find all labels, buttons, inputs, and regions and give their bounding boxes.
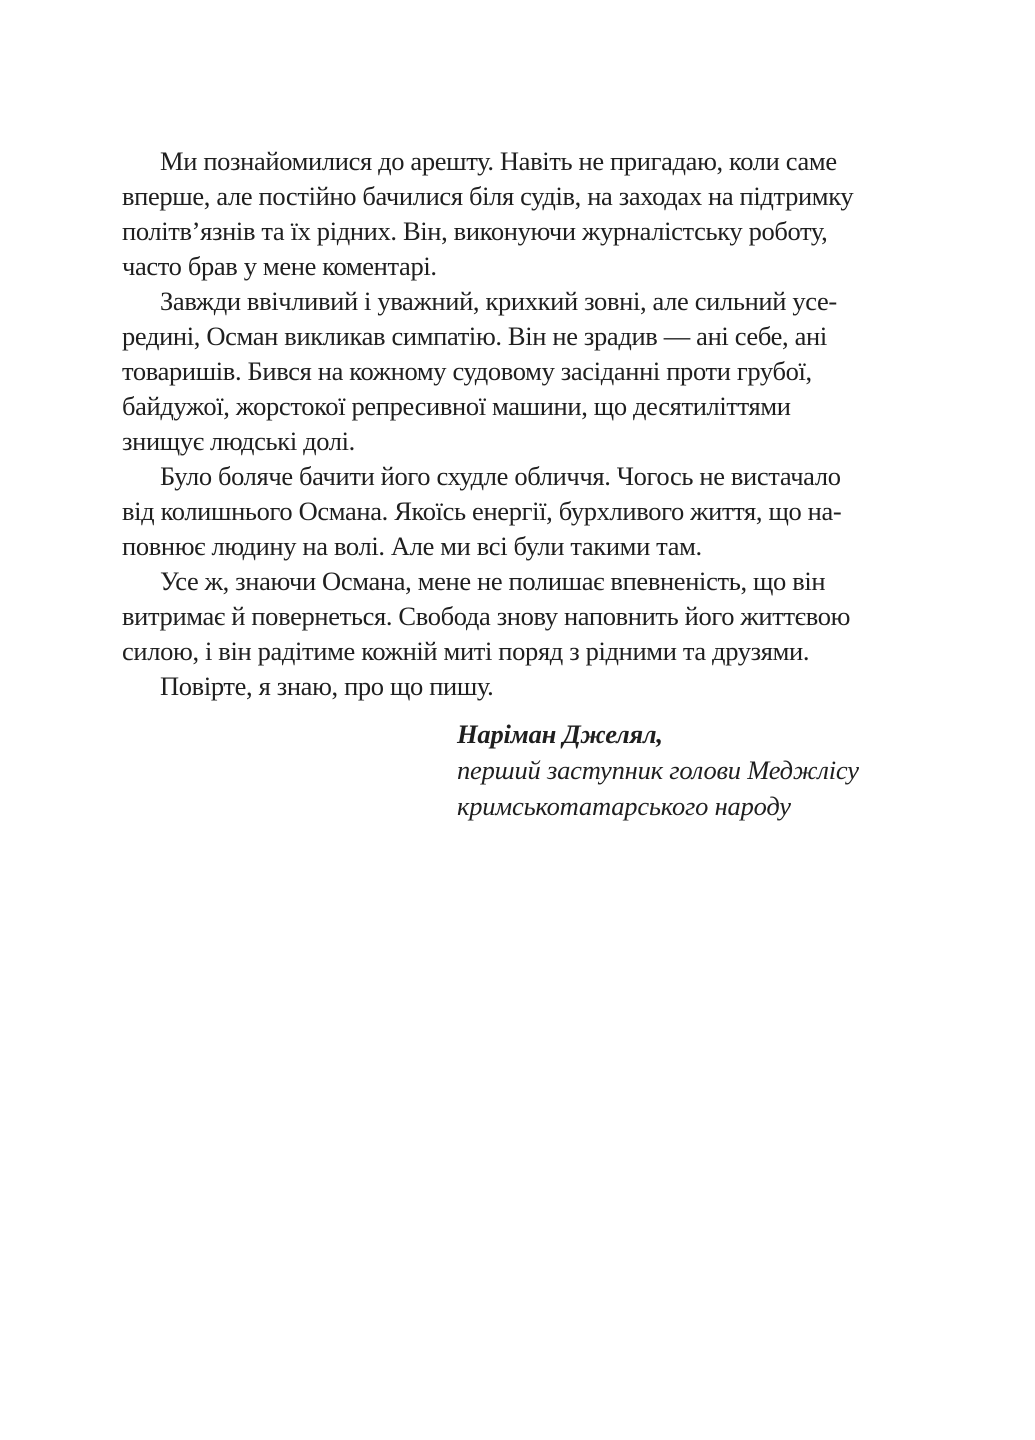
text-line: Було боляче бачити його схудле обличчя. Чогось не вистачало xyxy=(160,461,841,491)
paragraph xyxy=(122,669,874,704)
text-line: Ми познайомилися до арешту. Навіть не пригадаю, коли саме xyxy=(160,146,837,176)
text-line: витримає й повернеться. Свобода знову наповнить його життєвою xyxy=(122,601,851,631)
paragraph xyxy=(122,564,874,669)
signature-role-line: перший заступник голови Меджлісу xyxy=(457,755,859,785)
text-line: повнює людину на волі. Але ми всі були такими там. xyxy=(122,531,702,561)
paragraph xyxy=(122,284,874,459)
signature-block xyxy=(457,716,859,824)
signature-role-line: кримськотатарського народу xyxy=(457,791,791,821)
text-line: байдужої, жорстокої репресивної машини, що десятиліттями xyxy=(122,391,791,421)
text-line: редині, Осман викликав симпатію. Він не зрадив — ані себе, ані xyxy=(122,321,827,351)
text-line: Усе ж, знаючи Османа, мене не полишає впевненість, що він xyxy=(160,566,826,596)
text-line: силою, і він радітиме кожній миті поряд з рідними та друзями. xyxy=(122,636,810,666)
text-line: Повірте, я знаю, про що пишу. xyxy=(160,671,494,701)
text-line: часто брав у мене коментарі. xyxy=(122,251,437,281)
text-line: політв’язнів та їх рідних. Він, виконуючи журналістську роботу, xyxy=(122,216,828,246)
text-line: знищує людські долі. xyxy=(122,426,355,456)
text-line: Завжди ввічливий і уважний, крихкий зовні, але сильний усе- xyxy=(160,286,837,316)
text-line: від колишнього Османа. Якоїсь енергії, бурхливого життя, що на- xyxy=(122,496,842,526)
paragraph xyxy=(122,459,874,564)
signature-name: Наріман Джелял, xyxy=(457,719,663,749)
paragraph xyxy=(122,144,874,284)
text-line: вперше, але постійно бачилися біля судів, на заходах на підтримку xyxy=(122,181,854,211)
text-line: товаришів. Бився на кожному судовому засіданні проти грубої, xyxy=(122,356,812,386)
body-text xyxy=(122,144,874,704)
